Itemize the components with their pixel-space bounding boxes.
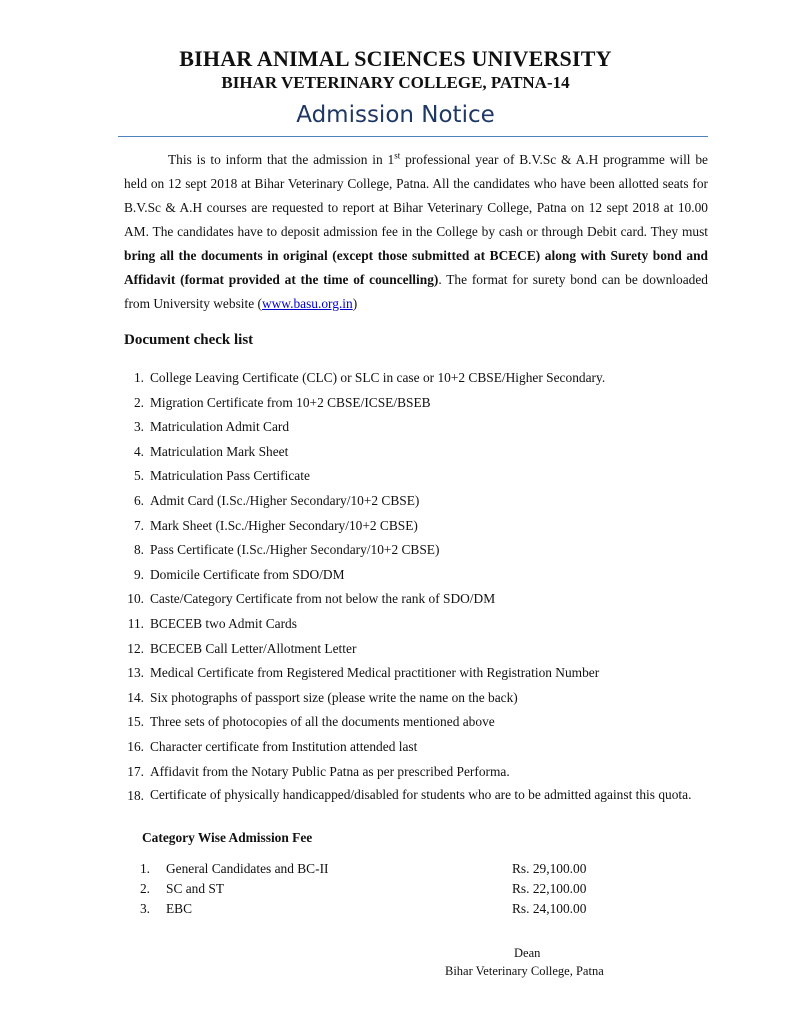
university-website-link[interactable]: www.basu.org.in [261, 296, 353, 311]
checklist-item-text: Certificate of physically handicapped/disabled for students who are to be admitted against this quota. [150, 787, 692, 803]
checklist-item-number: 11. [127, 616, 144, 631]
checklist-item-text: Affidavit from the Notary Public Patna as per prescribed Performa. [150, 763, 510, 779]
fee-row-category: EBC [166, 901, 193, 916]
fee-row-category: SC and ST [166, 881, 225, 896]
checklist-item-number: 5. [133, 468, 144, 484]
checklist-item-number: 8. [133, 542, 144, 558]
intro-text-2: professional year of B.V.Sc & A.H programme will be held on 12 sept 2018 at Bihar Veterinary College, Patna. All the candidates who have been allotted seats for B.V.Sc & A.H courses are requested to report at Bihar Veterinary College, Patna on 12 sept 2018 at 10.00 AM. The candidates have to deposit admission fee in the College by cash or through Debit card. They must [124, 152, 708, 239]
signature-title: Dean [514, 946, 541, 960]
fee-row-number: 3. [139, 901, 150, 916]
checklist-item-text: Character certificate from Institution attended last [150, 739, 418, 754]
checklist-item-text: Mark Sheet (I.Sc./Higher Secondary/10+2 CBSE) [150, 517, 418, 533]
intro-superscript: st [394, 150, 401, 161]
checklist-item-number: 13. [127, 665, 144, 681]
checklist-item-number: 4. [133, 443, 144, 459]
college-name: BIHAR VETERINARY COLLEGE, PATNA-14 [221, 73, 570, 92]
checklist-item-number: 9. [133, 566, 144, 582]
checklist-item-text: Caste/Category Certificate from not below the rank of SDO/DM [150, 591, 496, 607]
checklist-item-text: Domicile Certificate from SDO/DM [150, 566, 345, 582]
checklist-item-number: 1. [133, 370, 144, 385]
fee-row-number: 2. [139, 881, 150, 896]
checklist-item-number: 10. [127, 591, 144, 607]
fee-row-number: 1. [139, 861, 150, 876]
checklist-item-text: Three sets of photocopies of all the documents mentioned above [150, 714, 495, 730]
checklist-item-text: Pass Certificate (I.Sc./Higher Secondary/10+2 CBSE) [150, 542, 440, 558]
fee-heading: Category Wise Admission Fee [142, 830, 313, 845]
intro-paragraph [124, 148, 708, 316]
fee-row-category: General Candidates and BC-II [166, 861, 329, 876]
checklist-item-text: Migration Certificate from 10+2 CBSE/ICSE/BSEB [150, 394, 431, 410]
signature-office: Bihar Veterinary College, Patna [445, 964, 604, 978]
checklist-item-number: 14. [127, 689, 144, 705]
checklist-item-number: 2. [133, 394, 144, 410]
fee-row-amount: Rs. 24,100.00 [512, 901, 587, 916]
checklist-item-text: BCECEB two Admit Cards [150, 616, 297, 631]
checklist-item-number: 15. [127, 714, 144, 730]
checklist-item-text: College Leaving Certificate (CLC) or SLC in case or 10+2 CBSE/Higher Secondary. [150, 370, 606, 385]
intro-text-3: . The format for surety bond can be downloaded from University website ( [124, 272, 708, 311]
checklist-item-number: 7. [133, 517, 144, 533]
checklist-heading: Document check list [124, 332, 254, 348]
intro-text-4: ) [352, 296, 358, 311]
intro-bold-instructions: bring all the documents in original (except those submitted at BCECE) along with Surety bond and Affidavit (format provided at the time of councelling) [124, 248, 708, 287]
university-name: BIHAR ANIMAL SCIENCES UNIVERSITY [179, 46, 612, 71]
checklist-item-number: 18. [127, 788, 144, 804]
checklist-item-text: Medical Certificate from Registered Medical practitioner with Registration Number [150, 665, 600, 681]
checklist-item-text: BCECEB Call Letter/Allotment Letter [150, 640, 357, 656]
notice-title: Admission Notice [296, 102, 495, 128]
checklist-item-text: Matriculation Admit Card [150, 419, 290, 435]
checklist-item-number: 16. [127, 739, 144, 754]
checklist-item-number: 17. [127, 763, 144, 779]
fee-row-amount: Rs. 22,100.00 [512, 881, 587, 896]
checklist-item-number: 12. [127, 640, 144, 656]
checklist-item-text: Matriculation Pass Certificate [150, 468, 310, 484]
intro-text-1: This is to inform that the admission in 1 [168, 152, 395, 167]
title-divider [118, 136, 708, 137]
checklist-item-number: 6. [133, 493, 144, 508]
fee-row-amount: Rs. 29,100.00 [512, 861, 587, 876]
checklist-item-text: Six photographs of passport size (please write the name on the back) [150, 689, 518, 705]
checklist-item-number: 3. [133, 419, 144, 435]
checklist-item-text: Matriculation Mark Sheet [150, 443, 289, 459]
checklist-item-text: Admit Card (I.Sc./Higher Secondary/10+2 CBSE) [150, 493, 420, 508]
